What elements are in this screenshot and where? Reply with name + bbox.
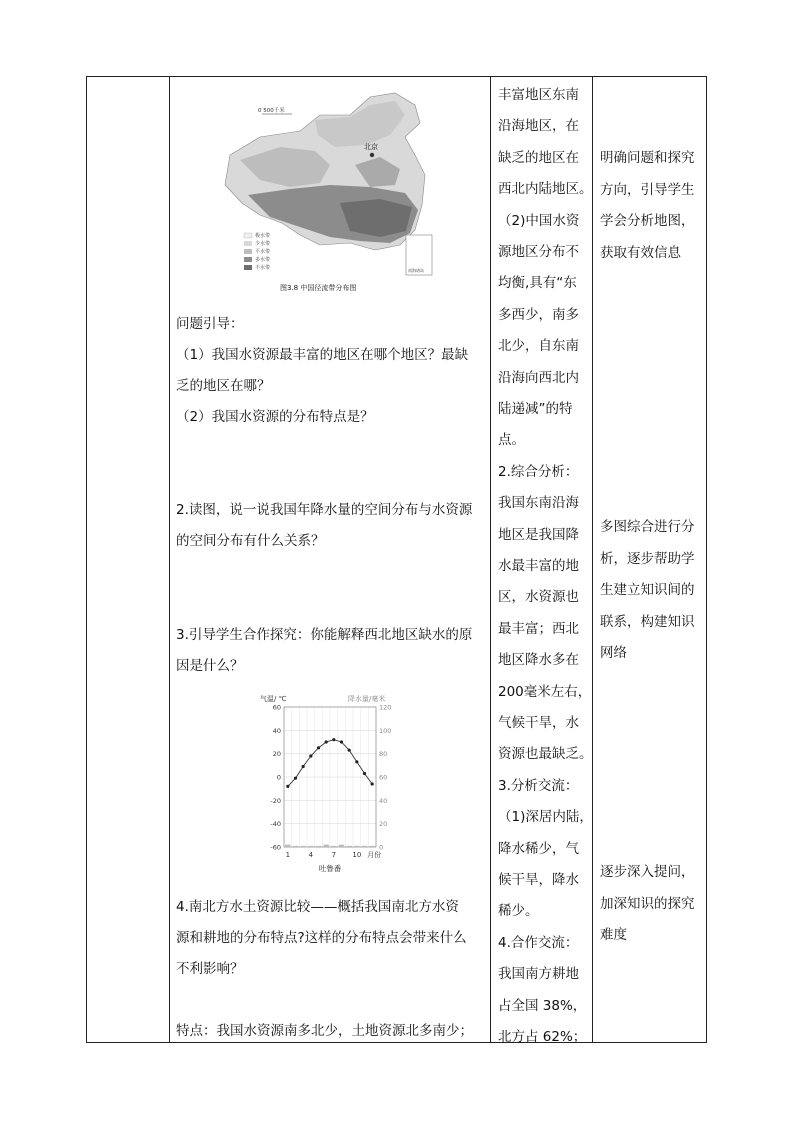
item-3-line: 因是什么？ [176, 658, 244, 674]
temperature-point [332, 738, 335, 741]
item-2-line: 2.读图，说一说我国年降水量的空间分布与水资源 [176, 502, 473, 518]
feature-text: 特点：我国水资源南多北少，土地资源北多南少； [176, 1023, 473, 1039]
y-right-tick-label: 60 [379, 773, 388, 782]
student-text-line: 西北内陆地区。 [498, 181, 593, 198]
student-text-line: 我国东南沿海 [498, 495, 579, 512]
student-text-line: 沿海向西北内 [498, 369, 579, 386]
student-text-line: 3.分析交流： [498, 777, 579, 794]
student-text-line: （2)中国水资 [498, 212, 580, 229]
y-right-axis-title: 降水量/毫米 [348, 695, 386, 703]
student-text-line: 最丰富；西北 [498, 620, 579, 637]
legend-label: 平水带 [255, 249, 271, 255]
precipitation-bar [331, 846, 336, 847]
y-left-tick-label: 40 [272, 726, 281, 735]
y-right-tick-label: 80 [379, 750, 388, 759]
design-intent-line: 逐步深入提问， [600, 864, 695, 880]
y-left-tick-label: 20 [272, 750, 281, 759]
student-text-line: 地区是我国降 [498, 526, 579, 543]
city-label: 北京 [364, 143, 378, 151]
item-3-line: 3.引导学生合作探究：你能解释西北地区缺水的原 [176, 627, 473, 643]
temperature-point [340, 740, 343, 743]
column-divider [169, 77, 170, 1042]
design-intent-line: 生建立知识间的 [600, 582, 695, 598]
student-text-line: 气候干旱，水 [498, 715, 579, 731]
item-4-line: 不利影响？ [176, 961, 244, 977]
station-name: 吐鲁番 [318, 864, 342, 873]
student-text-line: 沿海地区，在 [498, 118, 579, 135]
question-2: （2）我国水资源的分布特点是？ [176, 409, 374, 425]
design-intent-line: 获取有效信息 [600, 244, 681, 261]
design-intent-line: 联系，构建知识 [600, 613, 695, 630]
design-intent-line: 加深知识的探究 [600, 895, 695, 912]
temperature-point [294, 777, 297, 780]
student-text-line: 候干旱，降水 [498, 872, 579, 888]
temperature-point [309, 754, 312, 757]
y-left-tick-label: 60 [272, 703, 281, 712]
student-text-line: 北少，自东南 [498, 338, 579, 355]
turpan-climate-chart [258, 691, 408, 879]
temperature-point [348, 749, 351, 752]
student-text-line: 2.综合分析： [498, 463, 579, 480]
student-text-line: 200毫米左右， [498, 683, 592, 700]
legend-label: 多水带 [255, 257, 271, 263]
y-left-tick-label: -40 [270, 820, 281, 829]
design-intent-line: 析，逐步帮助学 [600, 550, 695, 567]
student-text-line: 点。 [498, 432, 525, 449]
precipitation-bar [293, 846, 298, 847]
y-left-tick-label: -60 [270, 843, 281, 852]
y-left-axis-title: 气温/ ℃ [260, 695, 287, 703]
y-right-tick-label: 120 [379, 703, 392, 712]
y-right-tick-label: 20 [379, 820, 388, 829]
precipitation-bar [316, 846, 321, 847]
item-4-line: 4.南北方水土资源比较——概括我国南北方水资 [176, 899, 459, 915]
temperature-point [371, 782, 374, 785]
legend-label: 丰水带 [255, 265, 271, 271]
student-text-line: 我国南方耕地 [498, 966, 579, 983]
precipitation-bar [354, 846, 359, 847]
legend-label: 极水带 [255, 233, 271, 239]
student-text-line: 稀少。 [498, 903, 539, 920]
student-text-line: 水最丰富的地 [498, 558, 579, 574]
student-text-line: 降水稀少，气 [498, 840, 579, 857]
precipitation-bar [300, 846, 305, 847]
y-right-tick-label: 0 [379, 843, 384, 852]
temperature-point [363, 772, 366, 775]
beijing-marker [370, 153, 374, 157]
x-tick-label: 7 [331, 851, 337, 859]
student-text-line: 地区降水多在 [498, 652, 579, 669]
temperature-point [355, 760, 358, 763]
item-2-line: 的空间分布有什么关系？ [176, 533, 325, 549]
student-text-line: 缺乏的地区在 [498, 149, 579, 166]
temperature-point [317, 746, 320, 749]
precipitation-bar [362, 846, 367, 847]
precipitation-bar [285, 845, 290, 847]
design-intent-line: 网络 [600, 645, 627, 661]
map-legend [244, 232, 270, 271]
y-left-tick-label: 0 [276, 773, 281, 782]
precipitation-bar [308, 846, 313, 847]
design-intent-column [594, 77, 706, 1042]
student-text-line: 陆递减”的特 [498, 401, 573, 417]
student-text-line: 资源也最缺乏。 [498, 746, 593, 763]
teacher-activity-column [172, 77, 489, 1042]
y-right-tick-label: 100 [379, 726, 392, 735]
student-text-line: 均衡,具有“东 [498, 275, 577, 292]
item-4-line: 源和耕地的分布特点?这样的分布特点会带来什么 [176, 930, 467, 946]
design-intent-line: 学会分析地图， [600, 213, 695, 229]
student-text-line: 北方占 62%； [498, 1029, 587, 1045]
china-runoff-map [200, 85, 452, 300]
student-text-line: 4.合作交流： [498, 934, 579, 951]
student-text-line: 占全国 38%， [498, 997, 587, 1014]
x-tick-label: 10 [352, 851, 362, 859]
x-axis-title: 月份 [367, 851, 382, 859]
inset-label: 南海诸岛 [408, 268, 424, 273]
design-intent-line: 方向，引导学生 [600, 181, 695, 198]
legend-label: 少水带 [255, 241, 271, 247]
x-tick-label: 1 [285, 851, 291, 859]
student-text-line: 源地区分布不 [498, 244, 579, 260]
map-caption: 图3.8 中国径流带分布图 [280, 284, 357, 292]
student-text-line: （1)深居内陆， [498, 809, 593, 826]
student-text-line: 区，水资源也 [498, 589, 579, 606]
precipitation-bar [346, 846, 351, 847]
guide-title: 问题引导： [176, 316, 244, 332]
precipitation-bar [369, 846, 374, 847]
map-scale: 0 500千米 [258, 108, 285, 114]
temperature-point [325, 740, 328, 743]
lesson-table [86, 76, 707, 1043]
temperature-point [286, 785, 289, 788]
y-left-tick-label: -20 [270, 796, 281, 805]
x-tick-label: 4 [308, 851, 314, 859]
design-intent-line: 明确问题和探究 [600, 150, 695, 166]
design-intent-line: 多图综合进行分 [600, 519, 695, 535]
column-divider [592, 77, 593, 1042]
temperature-point [302, 765, 305, 768]
y-right-tick-label: 40 [379, 796, 388, 805]
student-activity-column [492, 77, 593, 1045]
question-1-line: 乏的地区在哪？ [176, 378, 271, 394]
column-divider [490, 77, 491, 1042]
question-1-line: （1）我国水资源最丰富的地区在哪个地区？最缺 [176, 347, 469, 363]
precipitation-bar [339, 845, 344, 847]
student-text-line: 丰富地区东南 [498, 87, 579, 103]
design-intent-line: 难度 [600, 927, 627, 943]
student-text-line: 多西少，南多 [498, 306, 579, 323]
precipitation-bar [323, 845, 328, 847]
